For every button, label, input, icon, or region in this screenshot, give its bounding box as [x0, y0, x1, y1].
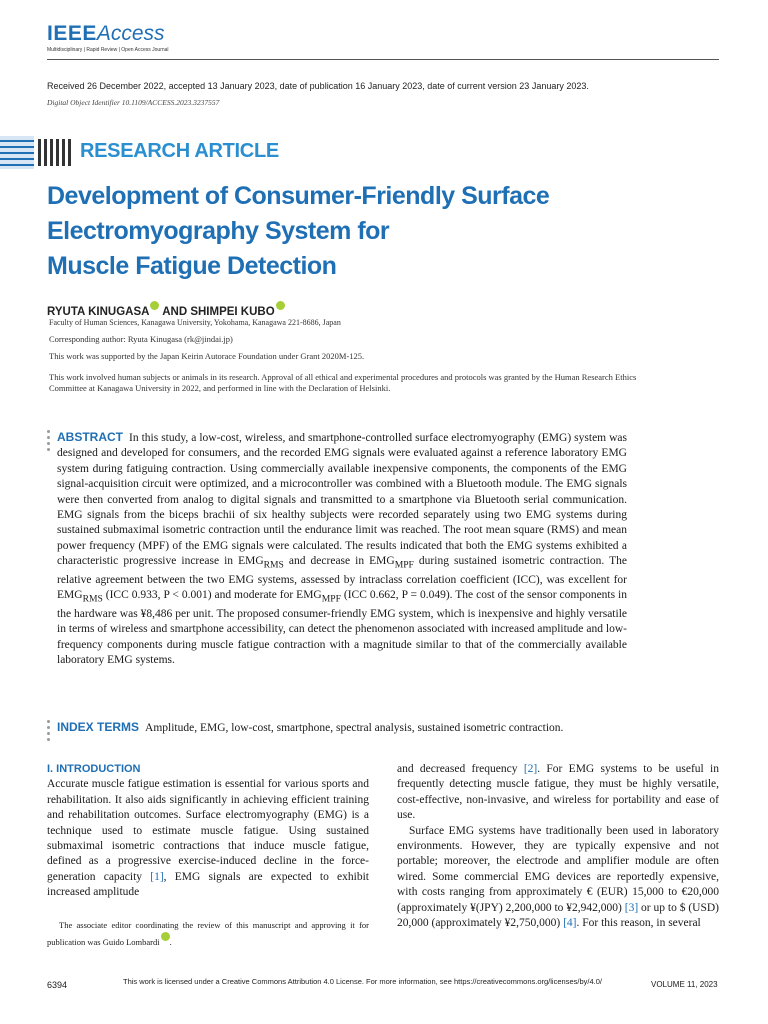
footnote: The associate editor coordinating the review of this manuscript and approving it for publication was Guido Lombardi . — [47, 920, 369, 947]
body-text: . For this reason, in several — [576, 917, 701, 930]
title-line: Development of Consumer-Friendly Surface — [47, 182, 550, 210]
title-line: Muscle Fatigue Detection — [47, 252, 337, 280]
volume-label: VOLUME 11, 2023 — [651, 980, 718, 989]
author-list — [47, 301, 285, 318]
abstract — [57, 430, 627, 669]
page-number: 6394 — [47, 980, 68, 990]
abstract-text: during sustained isometric contraction. The relative agreement between the two EMG systems, assessed by intraclass correlation coefficient (ICC), was excellent for EMG — [57, 555, 627, 602]
orcid-icon[interactable] — [276, 301, 285, 310]
author-name: AND SHIMPEI KUBO — [162, 305, 275, 318]
body-text: . For EMG systems to be useful in frequently detecting muscle fatigue, they must be highly versatile, cost-effective, non-invasive, and wireless for portability and ease of use. — [397, 763, 719, 822]
orcid-icon[interactable] — [150, 301, 159, 310]
received-dates: Received 26 December 2022, accepted 13 January 2023, date of publication 16 January 2023, date of current version 23 January 2023. — [47, 81, 589, 91]
abstract-label: ABSTRACT — [57, 430, 123, 444]
abstract-text: In this study, a low-cost, wireless, and smartphone-controlled surface electromyography (EMG) system was designed and developed for consumers, and the recorded EMG signals were evaluated against a reference laboratory EMG system during fatiguing contraction. Using commercially available inexpensive components, the components of the EMG signal-acquisition circuit were optimized, and a microcontroller was combined with a Bluetooth module. The EMG signals were then converted from analog to digital signals and transmitted to a smartphone via Bluetooth serial communication. EMG signals from the biceps brachii of six healthy subjects were recorded separately using two EMG systems during sustained submaximal isometric contraction until the endurance limit was reached. The root mean square (RMS) and mean power frequency (MPF) of the EMG signals were calculated. The results indicated that both the EMG systems exhibited a characteristic progressive increase in EMG — [57, 432, 627, 568]
article-type-bar-icon — [0, 136, 76, 169]
journal-logo — [47, 22, 165, 46]
paper-title — [47, 179, 687, 284]
abstract-text: and decrease in EMG — [283, 555, 395, 568]
subscript: MPF — [394, 559, 414, 571]
abstract-dots-icon — [47, 430, 51, 454]
index-terms — [57, 720, 563, 734]
subscript: RMS — [263, 559, 284, 571]
body-text: Accurate muscle fatigue estimation is essential for various sports and rehabilitation. It also aids significantly in achieving efficient training and rehabilitation outcomes. Surface electromyography (EMG) is a technique used to estimate muscle fatigue. Using sustained submaximal isometric contractions that induce muscle fatigue, defined as a progressive exercise-induced decline in the force-generation capacity — [47, 778, 369, 883]
citation-link[interactable]: [1] — [150, 870, 164, 883]
body-paragraph — [397, 824, 719, 932]
body-text: or up to $ (USD) 20,000 (approximately ¥2,750,000) — [397, 901, 719, 930]
article-type-label: RESEARCH ARTICLE — [80, 140, 279, 162]
affiliation: Faculty of Human Sciences, Kanagawa University, Yokohama, Kanagawa 221-8686, Japan — [49, 318, 341, 327]
license-notice[interactable]: This work is licensed under a Creative Commons Attribution 4.0 License. For more information, see https://creativecommons.org/licenses/by/4.0/ — [123, 977, 602, 986]
abstract-text: (ICC 0.662, P = 0.049). The cost of the sensor components in the hardware was ¥8,486 per unit. The proposed consumer-friendly EMG system, which is inexpensive and highly versatile in terms of wireless and smartphone accessibility, can detect the phenomenon associated with increased amplitude and low-frequency components during muscle fatigue contraction with a magnitude similar to that of the commercially available laboratory EMG systems. — [57, 589, 628, 667]
index-terms-label: INDEX TERMS — [57, 720, 140, 734]
abstract-text: (ICC 0.933, P < 0.001) and moderate for EMG — [102, 589, 322, 602]
doi: Digital Object Identifier 10.1109/ACCESS.2023.3237557 — [47, 98, 220, 107]
citation-link[interactable]: [3] — [624, 901, 639, 914]
section-heading: I. INTRODUCTION — [47, 763, 141, 775]
body-text: Surface EMG systems have traditionally been used in laboratory environments. However, they are typically expensive and not portable; moreover, the electrode and amplifier module are often wired. Some commercial EMG devices are reportedly expensive, with costs ranging from approximately € (EUR) 15,000 to €20,000 (approximately ¥(JPY) 2,200,000 to ¥2,942,000) — [397, 824, 719, 914]
subscript: MPF — [321, 593, 341, 605]
logo-ieee: IEEE — [47, 22, 97, 45]
orcid-icon[interactable] — [161, 932, 170, 941]
corresponding-author: Corresponding author: Ryuta Kinugasa (rk@jindai.jp) — [49, 334, 233, 344]
header-rule — [47, 59, 719, 60]
title-line: Electromyography System for — [47, 217, 390, 245]
body-text: , EMG signals are expected to exhibit increased amplitude — [47, 870, 369, 899]
citation-link[interactable]: [2] — [523, 763, 538, 775]
column-left — [47, 762, 369, 901]
body-paragraph — [397, 762, 719, 824]
logo-tagline: Multidisciplinary | Rapid Review | Open Access Journal — [47, 47, 169, 53]
logo-access: Access — [96, 22, 165, 45]
funding-statement: This work was supported by the Japan Keirin Autorace Foundation under Grant 2020M-125. — [49, 351, 365, 361]
column-right — [397, 762, 719, 931]
ethics-statement: This work involved human subjects or animals in its research. Approval of all ethical and experimental procedures and protocols was granted by the Human Research Ethics Committee at Kanagawa University in 2022, and performed in line with the Declaration of Helsinki. — [49, 372, 637, 393]
index-terms-text: Amplitude, EMG, low-cost, smartphone, spectral analysis, sustained isometric contraction. — [145, 722, 564, 734]
author-name: RYUTA KINUGASA — [47, 305, 150, 318]
citation-link[interactable]: [4] — [563, 917, 577, 930]
footnote-text: The associate editor coordinating the review of this manuscript and approving it for publication was Guido Lombardi — [47, 920, 369, 947]
subscript: RMS — [82, 593, 103, 605]
body-paragraph — [47, 777, 369, 900]
index-dots-icon — [47, 720, 51, 744]
body-text: and decreased frequency — [397, 763, 524, 775]
